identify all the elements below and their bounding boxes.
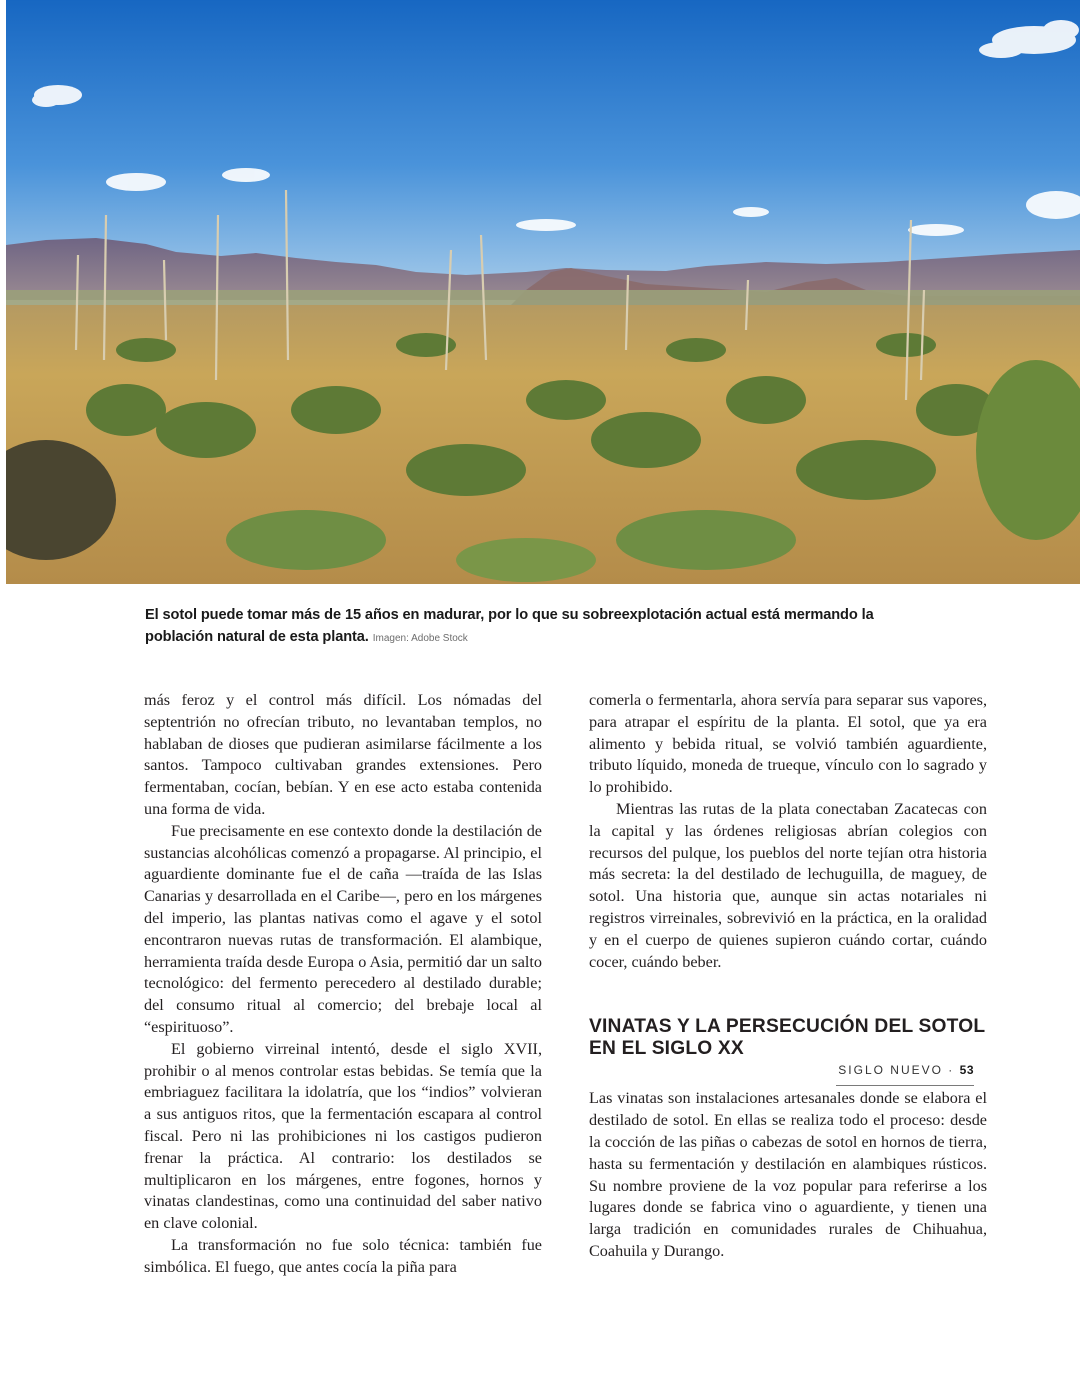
photo-caption — [145, 604, 945, 650]
footer-separator: · — [948, 1063, 955, 1077]
left-column — [144, 690, 542, 1279]
page-number: 53 — [959, 1063, 974, 1077]
paragraph: comerla o fermentarla, ahora servía para separar sus vapores, para atrapar el espíritu de la planta. El sotol, que ya era alimento y bebida ritual, se volvió también aguardiente, tributo líquido, moneda de trueque, vínculo con lo sagrado y lo prohibido. — [589, 691, 987, 797]
caption-text: El sotol puede tomar más de 15 años en madurar, por lo que su sobreexplotación actual está mermando la población natural de esta planta. — [145, 607, 874, 645]
paragraph: Fue precisamente en ese contexto donde la destilación de sustancias alcohólicas comenzó a propagarse. Al principio, el aguardiente dominante fue el de caña —traída de las Islas Canarias y desarrollada en el Caribe—, pero en los márgenes del imperio, las plantas nativas como el agave y el sotol encontraron nuevas rutas de transformación. El alambique, herramienta traída desde Europa o Asia, permitió dar un salto tecnológico: del fermento perecedero al destilado durable; del consumo ritual al comercio; del brebaje local al “espirituoso”. — [144, 821, 542, 1036]
page-footer — [836, 1063, 974, 1083]
hero-photo — [6, 0, 1080, 584]
paragraph: más feroz y el control más difícil. Los nómadas del septentrión no ofrecían tributo, no levantaban templos, no hablaban de dioses que pudieran asimilarse fácilmente a los santos. Tampoco cultivaban grandes extensiones. Pero fermentaban, cocían, bebían. Y en ese acto estaba contenida una forma de vida. — [144, 691, 542, 818]
paragraph: Mientras las rutas de la plata conectaban Zacatecas con la capital y las órdenes religiosas abrían colegios con recursos del pulque, los pueblos del norte tejían otra historia más secreta: la del destilado de lechuguilla, de maguey, de sotol. Una historia que, aunque sin actas notariales ni registros virreinales, sobrevivió en la práctica, en la oralidad y en el cuerpo de quienes supieron cuándo cortar, cuándo cocer, cuándo beber. — [589, 799, 987, 971]
paragraph: La transformación no fue solo técnica: también fue simbólica. El fuego, que antes cocía la piña para — [144, 1235, 542, 1276]
magazine-name: SIGLO NUEVO — [838, 1063, 943, 1077]
paragraph: El gobierno virreinal intentó, desde el siglo XVII, prohibir o al menos controlar estas bebidas. Se temía que la embriaguez facilitara la idolatría, que los “indios” volvieran a sus antiguos ritos, que la fermentación escapara al control fiscal. Pero ni las prohibiciones ni los castigos pudieron frenar la práctica. Al contrario: los destilados se multiplicaron en los márgenes, entre fogones, hornos y vinatas clandestinas, como una continuidad del saber nativo en clave colonial. — [144, 1039, 542, 1233]
photo-credit: Imagen: Adobe Stock — [372, 633, 468, 644]
section-subhead: VINATAS Y LA PERSECUCIÓN DEL SOTOL EN EL SIGLO XX — [589, 1016, 985, 1060]
footer-rule — [836, 1085, 974, 1086]
paragraph: Las vinatas son instalaciones artesanales donde se elabora el destilado de sotol. En ellas se realiza todo el proceso: desde la cocción de las piñas o cabezas de sotol en hornos de tierra, hasta su fermentación y destilación en alambiques rústicos. Su nombre proviene de la voz popular para referirse a los lugares donde se fabrica vino o aguardiente, y tienen una larga tradición en comunidades rurales de Chihuahua, Coahuila y Durango. — [589, 1089, 987, 1260]
right-column — [589, 690, 987, 1263]
